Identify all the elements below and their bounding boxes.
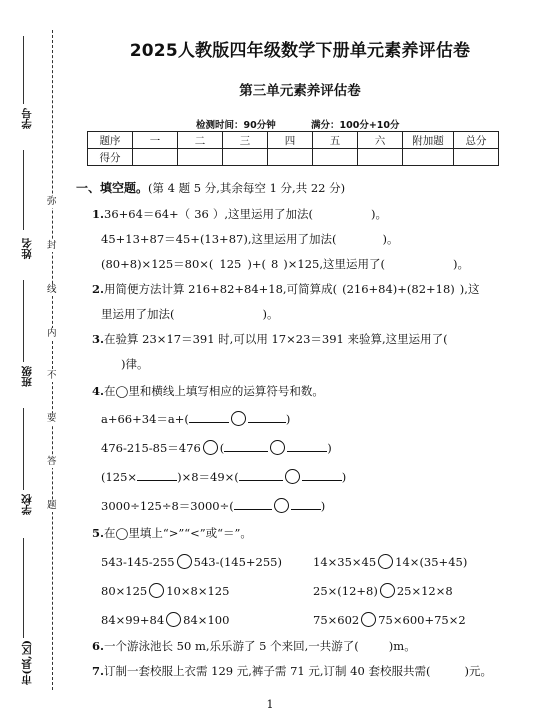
question-text: )+( <box>247 257 266 271</box>
section-heading <box>76 179 345 196</box>
score-header-cell: 三 <box>223 132 268 149</box>
question-text: )律。 <box>121 357 149 371</box>
question-2-line-1 <box>92 281 479 297</box>
question-number: 2. <box>92 282 105 296</box>
compare-circle[interactable] <box>166 612 181 627</box>
question-text: ) <box>341 470 347 484</box>
compare-circle[interactable] <box>361 612 376 627</box>
field-underline <box>23 280 24 362</box>
compare-left: 543-145-255 <box>101 555 175 569</box>
question-text: 36+64＝64+（ <box>104 207 191 221</box>
seal-char: 弥 <box>47 196 57 207</box>
score-header-cell: 总分 <box>454 132 499 149</box>
question-text: )元。 <box>464 664 492 678</box>
question-text: (125× <box>101 470 138 484</box>
score-input-cell[interactable] <box>403 149 454 166</box>
operator-circle[interactable] <box>274 498 289 513</box>
seal-char: 线 <box>47 284 57 295</box>
field-underline <box>23 36 24 104</box>
question-4-expression-1 <box>101 411 290 427</box>
question-5-prompt <box>92 525 252 541</box>
question-1-line-3 <box>101 256 469 272</box>
compare-item <box>101 583 229 598</box>
compare-left: 84×99+84 <box>101 613 165 627</box>
question-3-line-1 <box>92 331 448 347</box>
compare-right: 10×8×125 <box>166 584 230 598</box>
question-number: 4. <box>92 384 105 398</box>
answer-value: (216+84)+(82+18) <box>342 282 455 296</box>
question-text: a+66+34＝a+( <box>101 412 189 426</box>
question-3-line-2 <box>101 356 149 372</box>
compare-left: 80×125 <box>101 584 148 598</box>
school-label: 学校 <box>21 494 33 515</box>
seal-char: 答 <box>47 456 57 467</box>
question-4-expression-4 <box>101 498 325 514</box>
question-text: 用简便方法计算 216+82+84+18,可简算成( <box>104 282 338 296</box>
question-text: )。 <box>370 207 387 221</box>
seal-char: 要 <box>47 413 57 424</box>
question-4-prompt <box>92 383 324 399</box>
score-header-cell: 一 <box>133 132 178 149</box>
field-underline <box>23 150 24 230</box>
compare-item <box>313 554 467 569</box>
answer-value: 36 <box>194 207 209 221</box>
score-input-cell[interactable] <box>223 149 268 166</box>
answer-blank[interactable] <box>291 498 321 510</box>
compare-right: 84×100 <box>183 613 230 627</box>
field-underline <box>23 408 24 490</box>
question-text: )×125,这里运用了( <box>283 257 386 271</box>
question-text: 在◯里填上“>”“<”或“＝”。 <box>104 526 252 540</box>
region-label: 市(县,区) <box>21 640 33 686</box>
compare-left: 25×(12+8) <box>313 584 378 598</box>
answer-blank[interactable] <box>189 411 229 423</box>
question-text: 在◯里和横线上填写相应的运算符号和数。 <box>104 384 324 398</box>
operator-circle[interactable] <box>270 440 285 455</box>
binding-dashed-line <box>52 30 53 690</box>
score-header-cell: 题序 <box>88 132 133 149</box>
compare-right: 25×12×8 <box>396 584 453 598</box>
exam-score: 满分：100分+10分 <box>311 120 400 131</box>
answer-blank[interactable] <box>239 469 283 481</box>
question-text: )。 <box>262 307 279 321</box>
answer-blank[interactable] <box>302 469 342 481</box>
score-table-row <box>88 149 499 166</box>
score-input-cell[interactable] <box>358 149 403 166</box>
name-label: 姓名 <box>21 238 33 259</box>
answer-blank[interactable] <box>137 469 177 481</box>
compare-item <box>313 612 466 627</box>
seal-char: 内 <box>47 328 57 339</box>
page-number: 1 <box>266 698 274 711</box>
question-text: )×8＝49×( <box>177 470 239 484</box>
question-6 <box>92 638 416 654</box>
seal-char: 不 <box>47 370 57 381</box>
compare-item <box>101 612 229 627</box>
compare-item <box>101 554 282 569</box>
class-label: 班级 <box>21 366 33 387</box>
section-note: (第 4 题 5 分,其余每空 1 分,共 22 分) <box>148 181 346 195</box>
compare-right: 543-(145+255) <box>193 555 282 569</box>
score-table-header-row <box>88 132 499 149</box>
question-text: 476-215-85＝476 <box>101 441 201 455</box>
answer-blank[interactable] <box>224 440 268 452</box>
score-header-cell: 四 <box>268 132 313 149</box>
answer-value: 125 <box>219 257 242 271</box>
question-number: 1. <box>92 207 105 221</box>
answer-value: 8 <box>270 257 279 271</box>
score-input-cell[interactable] <box>454 149 499 166</box>
score-header-cell: 六 <box>358 132 403 149</box>
question-text: ）,这里运用了加法( <box>212 207 313 221</box>
question-2-line-2 <box>101 306 279 322</box>
question-text: ),这 <box>459 282 480 296</box>
score-input-cell[interactable] <box>313 149 358 166</box>
question-text: ) <box>320 499 326 513</box>
field-underline <box>23 538 24 638</box>
question-text: )m。 <box>388 639 416 653</box>
question-4-expression-3 <box>101 469 346 485</box>
score-header-cell: 附加题 <box>403 132 454 149</box>
question-text: 3000÷125÷8＝3000÷( <box>101 499 234 513</box>
question-text: )。 <box>382 232 399 246</box>
score-input-cell[interactable] <box>133 149 178 166</box>
answer-blank[interactable] <box>248 411 286 423</box>
compare-item <box>313 583 453 598</box>
score-header-cell: 二 <box>178 132 223 149</box>
question-text: 45+13+87＝45+(13+87),这里运用了加法( <box>101 232 337 246</box>
question-number: 6. <box>92 639 105 653</box>
operator-circle[interactable] <box>231 411 246 426</box>
question-number: 3. <box>92 332 105 346</box>
compare-circle[interactable] <box>380 583 395 598</box>
seal-char: 题 <box>47 500 57 511</box>
score-header-cell: 五 <box>313 132 358 149</box>
compare-left: 14×35×45 <box>313 555 377 569</box>
question-1-line-1 <box>92 206 387 222</box>
seal-char: 封 <box>47 240 57 251</box>
question-1-line-2 <box>101 231 398 247</box>
question-text: 订制一套校服上衣需 129 元,裤子需 71 元,订制 40 套校服共需( <box>104 664 431 678</box>
exam-time: 检测时间：90分钟 <box>196 120 276 131</box>
question-text: (80+8)×125＝80×( <box>101 257 214 271</box>
compare-right: 14×(35+45) <box>395 555 468 569</box>
score-table <box>87 131 499 166</box>
section-title: 一、填空题。 <box>76 181 149 195</box>
question-text: ( <box>219 441 225 455</box>
score-input-cell[interactable] <box>268 149 313 166</box>
question-text: )。 <box>453 257 470 271</box>
compare-right: 75×600+75×2 <box>378 613 466 627</box>
question-text: ) <box>285 412 291 426</box>
score-row-label: 得分 <box>88 149 133 166</box>
question-7 <box>92 663 492 679</box>
question-text: ) <box>327 441 332 455</box>
student-id-label: 学号 <box>21 108 33 129</box>
question-4-expression-2 <box>101 440 332 456</box>
question-text: 里运用了加法( <box>101 307 175 321</box>
question-text: 在验算 23×17＝391 时,可以用 17×23＝391 来验算,这里运用了( <box>104 332 448 346</box>
question-number: 5. <box>92 526 105 540</box>
answer-blank[interactable] <box>234 498 272 510</box>
compare-circle[interactable] <box>149 583 164 598</box>
page-title: 2025人教版四年级数学下册单元素养评估卷 <box>129 41 471 61</box>
compare-circle[interactable] <box>177 554 192 569</box>
page-subtitle: 第三单元素养评估卷 <box>239 83 361 99</box>
operator-circle[interactable] <box>203 440 218 455</box>
question-text: 一个游泳池长 50 m,乐乐游了 5 个来回,一共游了( <box>104 639 359 653</box>
compare-circle[interactable] <box>378 554 393 569</box>
score-input-cell[interactable] <box>178 149 223 166</box>
answer-blank[interactable] <box>287 440 327 452</box>
question-number: 7. <box>92 664 105 678</box>
compare-left: 75×602 <box>313 613 360 627</box>
operator-circle[interactable] <box>285 469 300 484</box>
